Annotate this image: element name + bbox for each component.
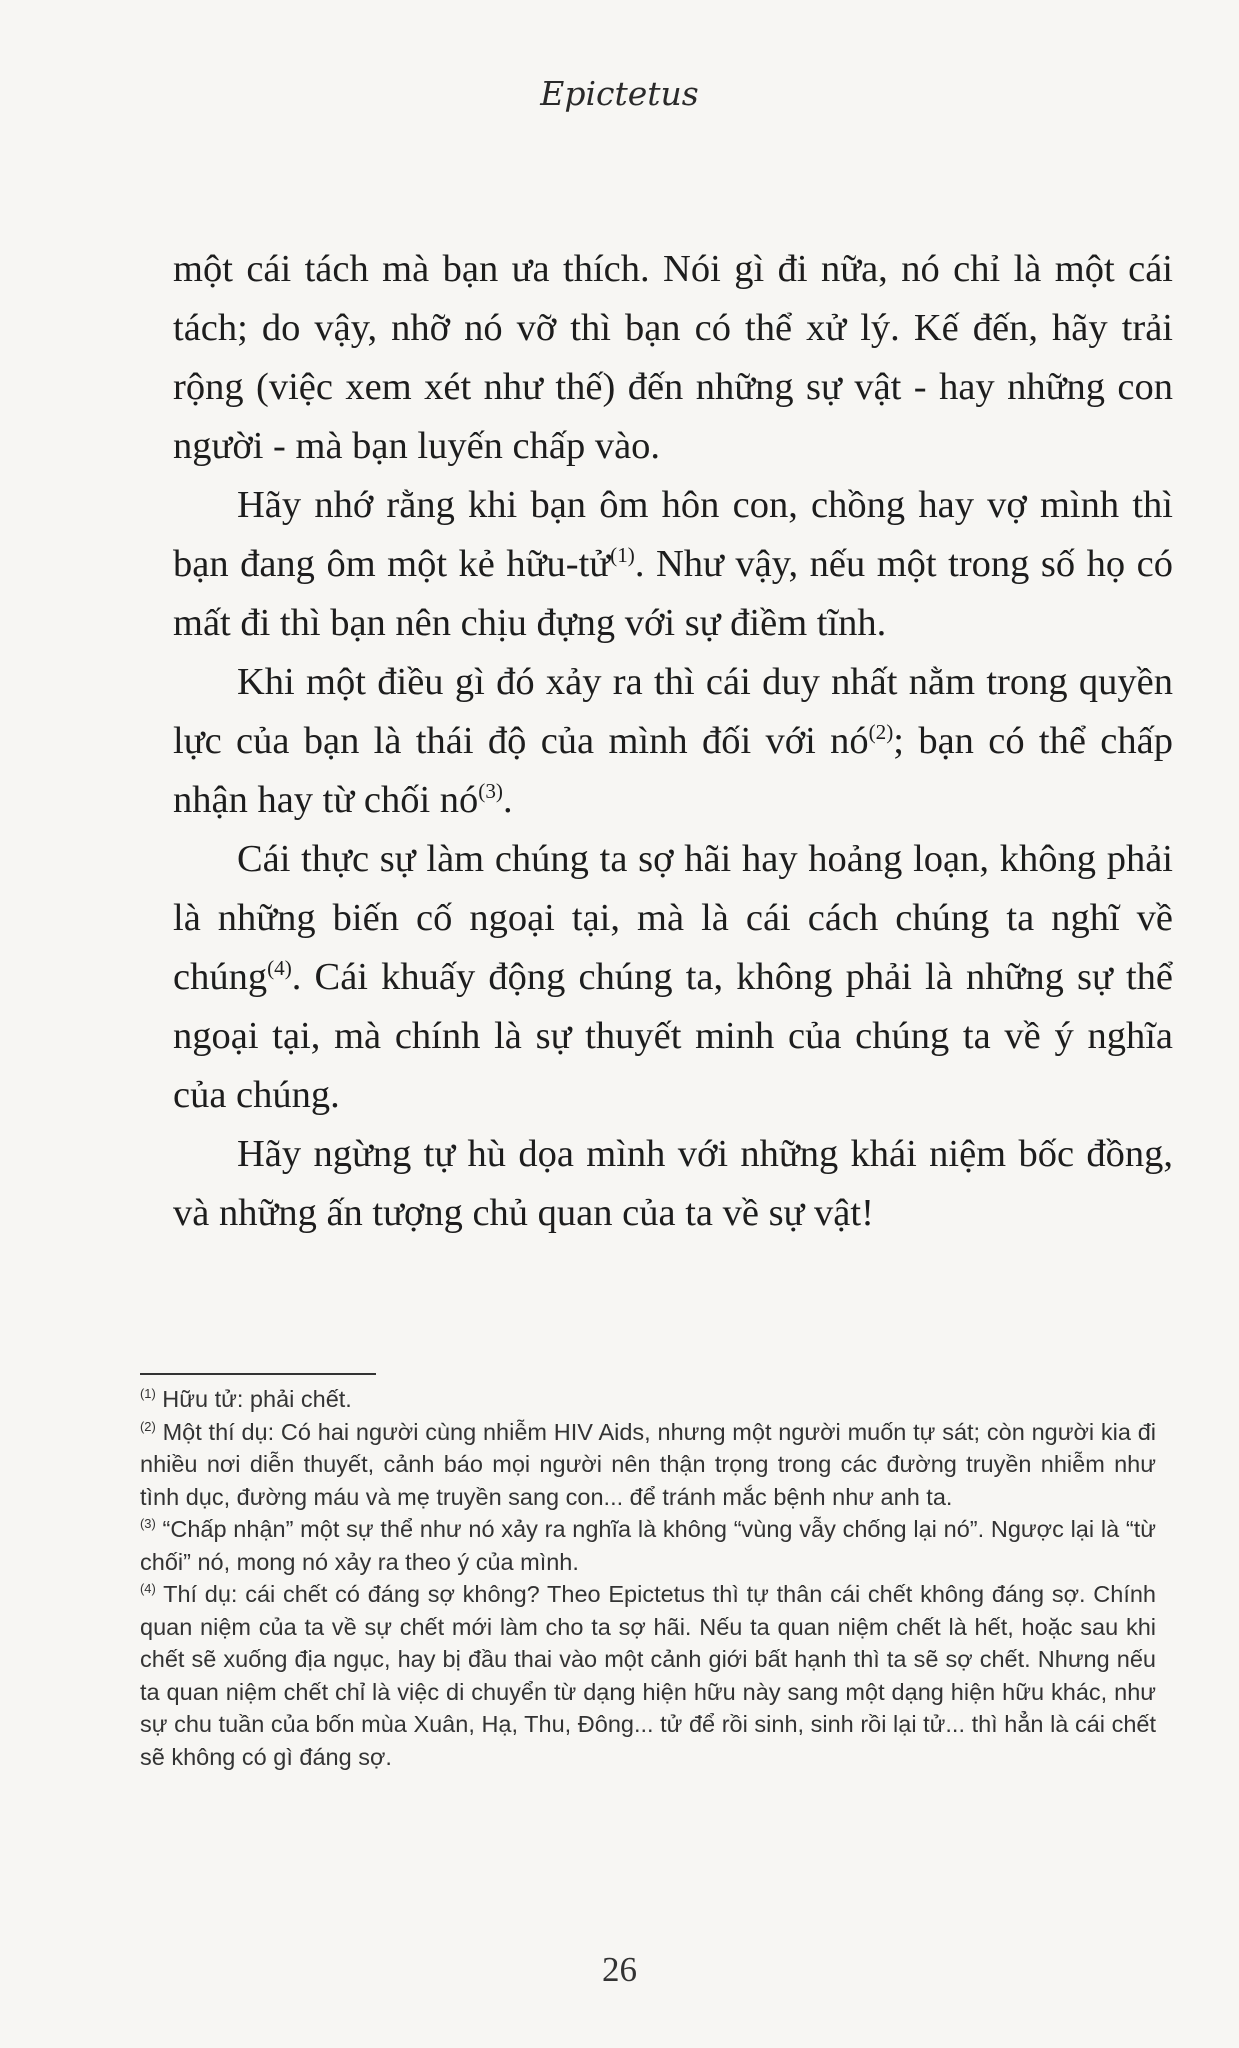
- footnote-3: [140, 1513, 1156, 1578]
- footnote-4: [140, 1578, 1156, 1773]
- footnote-2-text: Một thí dụ: Có hai người cùng nhiễm HIV Aids, nhưng một người muốn tự sát; còn người kia đi nhiều nơi diễn thuyết, cảnh báo mọi người nên thận trọng trong các đường truyền nhiễm như tình dục, đường máu và mẹ truyền sang con... để tránh mắc bệnh như anh ta.: [140, 1418, 1156, 1510]
- footnote-1-text: Hữu tử: phải chết.: [155, 1386, 352, 1412]
- footnote-1-mark: (1): [140, 1386, 156, 1402]
- paragraph-2-text-b: . Như vậy, nếu một trong số họ có mất đi thì bạn nên chịu đựng với sự điềm tĩnh.: [173, 543, 1174, 644]
- running-head: Epictetus: [540, 74, 699, 113]
- paragraph-3-text-a: Khi một điều gì đó xảy ra thì cái duy nhất nằm trong quyền lực của bạn là thái độ của mình đối với nó: [173, 661, 1173, 762]
- paragraph-3: [173, 653, 1173, 830]
- footnote-4-mark: (4): [140, 1581, 156, 1597]
- footnote-divider: [140, 1373, 376, 1375]
- paragraph-1: [173, 240, 1173, 476]
- paragraph-3-text-c: .: [502, 779, 513, 821]
- footnote-3-mark: (3): [140, 1516, 156, 1532]
- page-number: 26: [602, 1950, 637, 1989]
- body-text: [173, 240, 1173, 1243]
- footnotes: [140, 1383, 1156, 1773]
- footnote-1: [140, 1383, 1156, 1416]
- paragraph-3-text-b: ; bạn có thể chấp nhận hay từ chối nó: [173, 720, 1173, 821]
- footnote-2-mark: (2): [140, 1418, 156, 1434]
- paragraph-5-text: Hãy ngừng tự hù dọa mình với những khái niệm bốc đồng, và những ấn tượng chủ quan của ta về sự vật!: [173, 1133, 1173, 1234]
- footnote-4-text: Thí dụ: cái chết có đáng sợ không? Theo Epictetus thì tự thân cái chết không đáng sợ. Chính quan niệm của ta về sự chết mới làm cho ta sợ hãi. Nếu ta quan niệm chết là hết, hoặc sau khi chết sẽ xuống địa ngục, hay bị đầu thai vào một cảnh giới bất hạnh thì ta sẽ sợ chết. Nhưng nếu ta quan niệm chết chỉ là việc di chuyển từ dạng hiện hữu này sang một dạng hiện hữu khác, như sự chu tuần của bốn mùa Xuân, Hạ, Thu, Đông... tử để rồi sinh, sinh rồi lại tử... thì hẳn là cái chết sẽ không có gì đáng sợ.: [140, 1581, 1156, 1770]
- paragraph-5: [173, 1125, 1173, 1243]
- paragraph-4: [173, 830, 1173, 1125]
- footnote-ref-3[interactable]: (3): [478, 779, 503, 804]
- footnote-ref-2[interactable]: (2): [868, 720, 894, 745]
- footnote-3-text: “Chấp nhận” một sự thể như nó xảy ra nghĩa là không “vùng vẫy chống lại nó”. Ngược lại là “từ chối” nó, mong nó xảy ra theo ý của mình.: [140, 1516, 1156, 1575]
- footnote-ref-4[interactable]: (4): [267, 956, 292, 981]
- paragraph-4-text-b: . Cái khuấy động chúng ta, không phải là những sự thể ngoại tại, mà chính là sự thuyết minh của chúng ta về ý nghĩa của chúng.: [173, 956, 1173, 1116]
- footnote-ref-1[interactable]: (1): [610, 543, 635, 568]
- paragraph-1-text: một cái tách mà bạn ưa thích. Nói gì đi nữa, nó chỉ là một cái tách; do vậy, nhỡ nó vỡ thì bạn có thể xử lý. Kế đến, hãy trải rộng (việc xem xét như thế) đến những sự vật - hay những con người - mà bạn luyến chấp vào.: [173, 248, 1173, 467]
- paragraph-2-text-a: Hãy nhớ rằng khi bạn ôm hôn con, chồng hay vợ mình thì bạn đang ôm một kẻ hữu-tử: [173, 484, 1173, 585]
- paragraph-2: [173, 476, 1173, 653]
- paragraph-4-text-a: Cái thực sự làm chúng ta sợ hãi hay hoảng loạn, không phải là những biến cố ngoại tại, mà là cái cách chúng ta nghĩ về chúng: [173, 838, 1173, 998]
- footnote-2: [140, 1416, 1156, 1514]
